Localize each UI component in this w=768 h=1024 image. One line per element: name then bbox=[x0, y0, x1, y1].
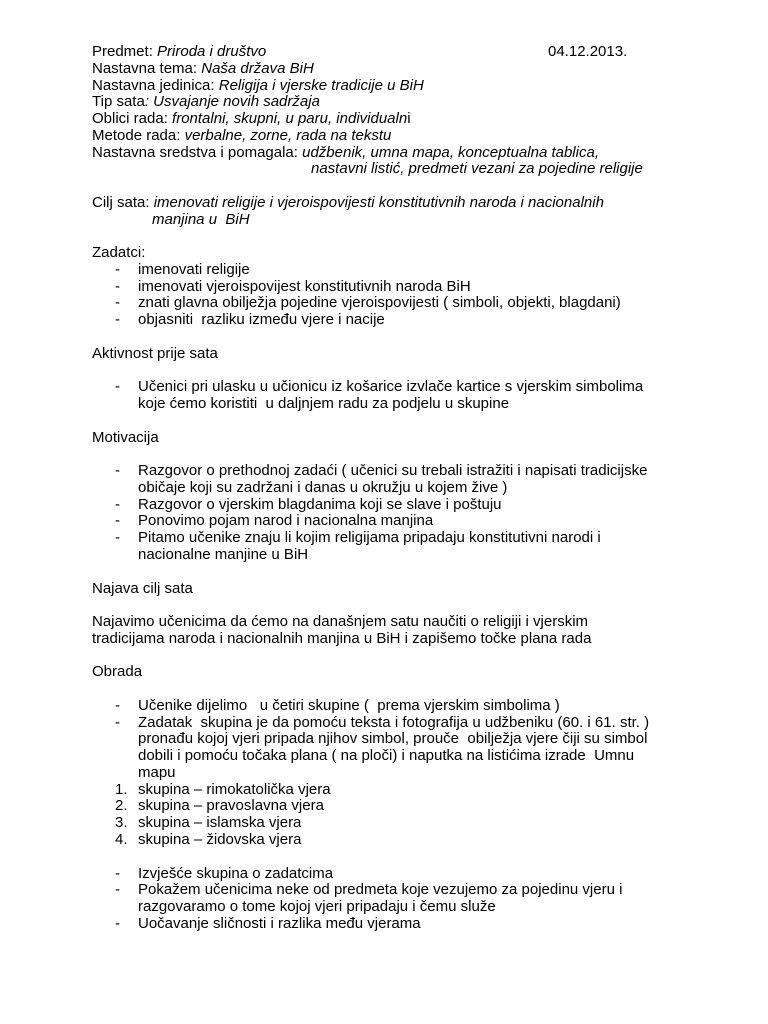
blank-line bbox=[92, 329, 732, 346]
motivation-item bbox=[92, 513, 732, 530]
motivation-item bbox=[92, 497, 732, 514]
blank-line bbox=[92, 446, 732, 463]
lesson-type-label: Tip sata bbox=[92, 93, 145, 111]
task-text: imenovati religije bbox=[138, 260, 250, 278]
item-text: nacionalne manjine u BiH bbox=[138, 545, 309, 563]
unit-label: Nastavna jedinica: bbox=[92, 76, 215, 94]
number-marker: 1. bbox=[115, 780, 128, 798]
processing-item bbox=[92, 715, 732, 732]
topic-label: Nastavna tema: bbox=[92, 59, 198, 77]
processing-item bbox=[92, 916, 732, 933]
bullet-marker: - bbox=[115, 260, 120, 278]
group-item bbox=[92, 782, 732, 799]
bullet-marker: - bbox=[115, 294, 120, 312]
number-marker: 4. bbox=[115, 830, 128, 848]
bullet-marker: - bbox=[115, 713, 120, 731]
materials-label: Nastavna sredstva i pomagala: bbox=[92, 143, 298, 161]
section-heading: Obrada bbox=[92, 663, 143, 681]
item-text: Pitamo učenike znaju li kojim religijama pripadaju konstitutivni narodi i bbox=[138, 529, 601, 547]
lesson-type-line bbox=[92, 94, 732, 111]
task-item bbox=[92, 295, 732, 312]
bullet-marker: - bbox=[115, 462, 120, 480]
task-item bbox=[92, 312, 732, 329]
motivation-item bbox=[92, 463, 732, 480]
lesson-date: 04.12.2013. bbox=[548, 43, 628, 60]
group-text: skupina – rimokatolička vjera bbox=[138, 780, 331, 798]
item-text: Razgovor o vjerskim blagdanima koji se slave i poštuju bbox=[138, 495, 502, 513]
work-forms-value: frontalni, skupni, u paru, individualn bbox=[172, 110, 408, 128]
item-text: dobili i pomoću točaka plana ( na ploči) i naputka na listićima izrade Umnu bbox=[138, 747, 635, 765]
work-forms-line bbox=[92, 111, 732, 128]
paragraph-text: tradicijama naroda i nacionalnih manjina u BiH i zapišemo točke plana rada bbox=[92, 629, 592, 647]
section-heading-goal-announcement bbox=[92, 581, 732, 598]
bullet-marker: - bbox=[115, 378, 120, 396]
goal-value: imenovati religije i vjeroispovijesti konstitutivnih naroda i nacionalnih bbox=[153, 193, 604, 211]
item-text: Učenici pri ulasku u učionicu iz košarice izvlače kartice s vjerskim simbolima bbox=[138, 378, 644, 396]
processing-item bbox=[92, 866, 732, 883]
methods-label: Metode rada: bbox=[92, 126, 181, 144]
number-marker: 2. bbox=[115, 797, 128, 815]
blank-line bbox=[92, 413, 732, 430]
section-heading: Aktivnost prije sata bbox=[92, 344, 218, 362]
motivation-item-continued bbox=[92, 547, 732, 564]
processing-item-continued bbox=[92, 731, 732, 748]
motivation-item bbox=[92, 530, 732, 547]
processing-item-continued bbox=[92, 765, 732, 782]
item-text: Razgovor o prethodnoj zadaći ( učenici su trebali istražiti i napisati tradicijske bbox=[138, 462, 648, 480]
group-text: skupina – židovska vjera bbox=[138, 830, 302, 848]
blank-line bbox=[92, 648, 732, 665]
paragraph-line bbox=[92, 631, 732, 648]
blank-line bbox=[92, 178, 732, 195]
blank-line bbox=[92, 849, 732, 866]
topic-line bbox=[92, 61, 732, 78]
lesson-type-value: : Usvajanje novih sadržaja bbox=[144, 93, 320, 111]
methods-line bbox=[92, 128, 732, 145]
section-heading-motivation bbox=[92, 430, 732, 447]
work-forms-label: Oblici rada: bbox=[92, 110, 168, 128]
section-heading: Najava cilj sata bbox=[92, 579, 193, 597]
bullet-marker: - bbox=[115, 864, 120, 882]
bullet-marker: - bbox=[115, 529, 120, 547]
item-text: Zadatak skupina je da pomoću teksta i fotografija u udžbeniku (60. i 61. str. ) bbox=[138, 713, 650, 731]
item-text: običaje koji su zadržani i danas u okružju u kojem žive ) bbox=[138, 478, 508, 496]
section-heading: Zadatci: bbox=[92, 244, 146, 262]
group-item bbox=[92, 798, 732, 815]
processing-item-continued bbox=[92, 748, 732, 765]
blank-line bbox=[92, 363, 732, 380]
group-item bbox=[92, 815, 732, 832]
section-heading-tasks bbox=[92, 245, 732, 262]
processing-item-continued bbox=[92, 899, 732, 916]
item-text: Izvješće skupina o zadatcima bbox=[138, 864, 334, 882]
subject-value: Priroda i društvo bbox=[157, 43, 267, 60]
section-heading-processing bbox=[92, 664, 732, 681]
section-heading: Motivacija bbox=[92, 428, 159, 446]
bullet-marker: - bbox=[115, 914, 120, 932]
item-text: Učenike dijelimo u četiri skupine ( prema vjerskim simbolima ) bbox=[138, 696, 560, 714]
item-text: pronađu kojoj vjeri pripada njihov simbol, prouče obilježja vjere čiji su simbol bbox=[138, 730, 648, 748]
bullet-marker: - bbox=[115, 881, 120, 899]
materials-line-continued bbox=[92, 161, 732, 178]
bullet-marker: - bbox=[115, 512, 120, 530]
item-text: razgovaramo o tome kojoj vjeri pripadaju i čemu služe bbox=[138, 898, 496, 916]
blank-line bbox=[92, 564, 732, 581]
paragraph-text: Najavimo učenicima da ćemo na današnjem satu naučiti o religiji i vjerskim bbox=[92, 613, 589, 631]
lesson-plan-document bbox=[92, 44, 732, 933]
materials-line bbox=[92, 145, 732, 162]
task-text: imenovati vjeroispovijest konstitutivnih naroda BiH bbox=[138, 277, 471, 295]
item-text: Ponovimo pojam narod i nacionalna manjina bbox=[138, 512, 434, 530]
subject-label: Predmet: bbox=[92, 43, 153, 60]
topic-value: Naša država BiH bbox=[201, 59, 314, 77]
group-text: skupina – pravoslavna vjera bbox=[138, 797, 324, 815]
motivation-item-continued bbox=[92, 480, 732, 497]
task-text: objasniti razliku između vjere i nacije bbox=[138, 311, 385, 329]
task-item bbox=[92, 262, 732, 279]
unit-line bbox=[92, 78, 732, 95]
work-forms-value-tail: i bbox=[407, 110, 411, 128]
number-marker: 3. bbox=[115, 814, 128, 832]
bullet-marker: - bbox=[115, 696, 120, 714]
item-text: koje ćemo koristiti u daljnjem radu za podjelu u skupine bbox=[138, 395, 510, 413]
materials-value: udžbenik, umna mapa, konceptualna tablica, bbox=[302, 143, 599, 161]
blank-line bbox=[92, 597, 732, 614]
group-item bbox=[92, 832, 732, 849]
goal-label: Cilj sata: bbox=[92, 193, 150, 211]
bullet-marker: - bbox=[115, 495, 120, 513]
subject-line bbox=[92, 44, 732, 61]
processing-item bbox=[92, 698, 732, 715]
section-heading-pre-activity bbox=[92, 346, 732, 363]
task-text: znati glavna obilježja pojedine vjeroispovijesti ( simboli, objekti, blagdani) bbox=[138, 294, 621, 312]
goal-line-continued bbox=[92, 212, 732, 229]
blank-line bbox=[92, 228, 732, 245]
unit-value: Religija i vjerske tradicije u BiH bbox=[218, 76, 424, 94]
bullet-marker: - bbox=[115, 277, 120, 295]
goal-line bbox=[92, 195, 732, 212]
goal-value-continued: manjina u BiH bbox=[152, 210, 250, 228]
processing-item bbox=[92, 882, 732, 899]
item-text: mapu bbox=[138, 763, 176, 781]
group-text: skupina – islamska vjera bbox=[138, 814, 302, 832]
materials-value-continued: nastavni listić, predmeti vezani za pojedine religije bbox=[311, 160, 643, 178]
item-text: Uočavanje sličnosti i razlika među vjerama bbox=[138, 914, 421, 932]
bullet-marker: - bbox=[115, 311, 120, 329]
pre-activity-item-continued bbox=[92, 396, 732, 413]
paragraph-line bbox=[92, 614, 732, 631]
blank-line bbox=[92, 681, 732, 698]
item-text: Pokažem učenicima neke od predmeta koje vezujemo za pojedinu vjeru i bbox=[138, 881, 623, 899]
methods-value: verbalne, zorne, rada na tekstu bbox=[184, 126, 392, 144]
task-item bbox=[92, 279, 732, 296]
pre-activity-item bbox=[92, 379, 732, 396]
